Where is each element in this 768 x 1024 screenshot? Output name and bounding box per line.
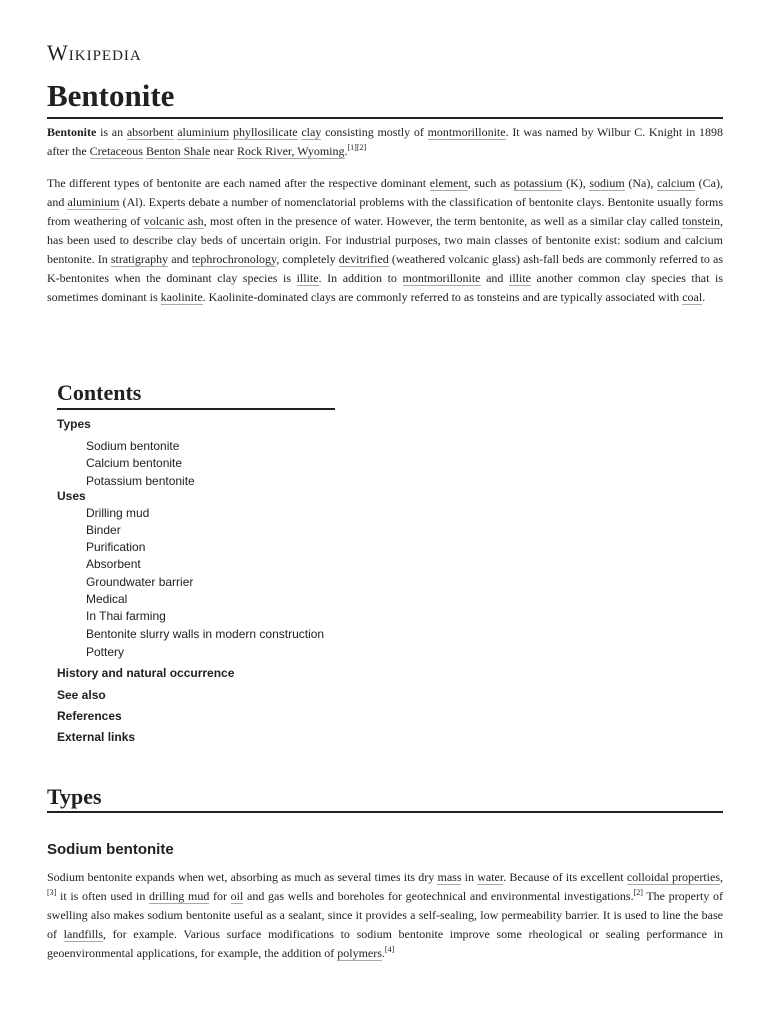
toc-item[interactable]: References: [57, 709, 122, 723]
text: (Na),: [624, 176, 658, 190]
link-tonstein[interactable]: tonstein: [682, 214, 720, 228]
text: (Ca), and: [47, 176, 723, 209]
toc-item[interactable]: Purification: [86, 540, 146, 554]
link-benton-shale[interactable]: Benton Shale: [145, 144, 211, 158]
link-tephrochronology[interactable]: tephrochronology: [191, 252, 277, 266]
toc-item[interactable]: History and natural occurrence: [57, 666, 235, 680]
link-potassium[interactable]: potassium: [513, 176, 563, 190]
bold-term: Bentonite: [47, 125, 97, 139]
toc-item[interactable]: Bentonite slurry walls in modern construction: [86, 627, 325, 641]
text: and gas wells and boreholes for geotechnical and environmental investigations.: [243, 889, 634, 903]
link-rock-river[interactable]: Rock River, Wyoming: [236, 144, 345, 158]
link-stratigraphy[interactable]: stratigraphy: [110, 252, 169, 266]
reference-link[interactable]: [2]: [633, 888, 643, 897]
link-aluminium[interactable]: aluminium: [177, 125, 230, 139]
link-kaolinite[interactable]: kaolinite: [160, 290, 203, 304]
reference-link[interactable]: [1][2]: [347, 143, 367, 152]
link-oil[interactable]: oil: [230, 889, 244, 903]
text: for: [209, 889, 231, 903]
toc-item[interactable]: Pottery: [86, 645, 125, 659]
link-clay[interactable]: clay: [301, 125, 322, 139]
toc-item[interactable]: Binder: [86, 523, 121, 537]
link-montmorillonite[interactable]: montmorillonite: [402, 271, 481, 285]
toc-item[interactable]: External links: [57, 730, 136, 744]
toc-item[interactable]: Uses: [57, 489, 86, 503]
reference-link[interactable]: [3]: [47, 888, 57, 897]
toc-item[interactable]: Drilling mud: [86, 506, 150, 520]
link-devitrified[interactable]: devitrified: [338, 252, 389, 266]
text: The property of swelling also makes sodium bentonite useful as a sealant, since it provides a self-sealing, low permeability barrier. It is used to line the base of: [47, 889, 723, 941]
toc-item[interactable]: Types: [57, 417, 91, 431]
toc-item[interactable]: Calcium bentonite: [86, 456, 183, 470]
link-mass[interactable]: mass: [437, 870, 462, 884]
text: consisting mostly of: [321, 125, 428, 139]
toc-item[interactable]: Potassium bentonite: [86, 474, 195, 488]
link-montmorillonite[interactable]: montmorillonite: [427, 125, 506, 139]
text: . Kaolinite-dominated clays are commonly referred to as tonsteins and are typically associated with: [202, 290, 683, 304]
text: is an: [96, 125, 127, 139]
text: (weathered volcanic glass) ash-fall beds are commonly referred to as K-bentonites when the dominant clay species is: [47, 252, 723, 285]
link-absorbent[interactable]: absorbent: [126, 125, 174, 139]
link-calcium[interactable]: calcium: [657, 176, 696, 190]
text: .: [344, 144, 348, 158]
link-landfills[interactable]: landfills: [63, 927, 103, 941]
page-title: Bentonite: [47, 76, 723, 119]
text: it is often used in: [56, 889, 149, 903]
text: , completely: [276, 252, 339, 266]
link-cretaceous[interactable]: Cretaceous: [89, 144, 143, 158]
text: . In addition to: [318, 271, 403, 285]
link-illite[interactable]: illite: [296, 271, 319, 285]
toc-item[interactable]: Sodium bentonite: [86, 439, 180, 453]
link-polymers[interactable]: polymers: [337, 946, 382, 960]
link-volcanic-ash[interactable]: volcanic ash: [143, 214, 204, 228]
text: and: [480, 271, 509, 285]
subsection-heading-sodium-bentonite: Sodium bentonite: [47, 841, 174, 858]
link-coal[interactable]: coal: [682, 290, 703, 304]
text: .: [702, 290, 706, 304]
toc-item[interactable]: In Thai farming: [86, 609, 166, 623]
text: (Al). Experts debate a number of nomenclatorial problems with the classification of bentonite clays. Bentonite usually forms from weathering of: [47, 195, 724, 228]
toc-title: Contents: [57, 378, 335, 410]
text: in: [461, 870, 478, 884]
text: , has been used to describe clay beds of uncertain origin. For industrial purposes, two main classes of bentonite exist: sodium and calcium bentonite. In: [47, 214, 723, 266]
link-aluminium[interactable]: aluminium: [67, 195, 120, 209]
reference-link[interactable]: [4]: [384, 945, 395, 954]
link-phyllosilicate[interactable]: phyllosilicate: [232, 125, 298, 139]
toc-item[interactable]: Groundwater barrier: [86, 575, 194, 589]
link-element[interactable]: element: [429, 176, 468, 190]
text: . Because of its excellent: [503, 870, 627, 884]
classification-paragraph: [47, 174, 723, 307]
text: The different types of bentonite are each named after the respective dominant: [47, 176, 430, 190]
text: near: [210, 144, 237, 158]
text: another common clay species that is sometimes dominant is: [47, 271, 723, 304]
text: ,: [720, 870, 723, 884]
text: and: [168, 252, 192, 266]
text: Sodium bentonite expands when wet, absorbing as much as several times its dry: [47, 870, 438, 884]
link-colloidal[interactable]: colloidal properties: [626, 870, 720, 884]
text: , for example. Various surface modifications to sodium bentonite improve some rheological or sealing performance in geoenvironmental applications, for example, the addition of: [47, 927, 723, 960]
link-drilling-mud[interactable]: drilling mud: [149, 889, 210, 903]
wikipedia-logo[interactable]: Wikipedia: [47, 40, 142, 65]
text: .: [381, 946, 385, 960]
link-illite[interactable]: illite: [508, 271, 531, 285]
link-sodium[interactable]: sodium: [589, 176, 625, 190]
link-water[interactable]: water: [477, 870, 504, 884]
section-heading-types: Types: [47, 783, 723, 813]
text: , such as: [467, 176, 514, 190]
table-of-contents: [57, 378, 337, 744]
text: . It was named by Wilbur C. Knight in 1898 after the: [47, 125, 724, 158]
toc-item[interactable]: See also: [57, 688, 106, 702]
sodium-bentonite-paragraph: [47, 868, 723, 963]
text: (K),: [562, 176, 590, 190]
intro-paragraph: [47, 123, 723, 161]
toc-item[interactable]: Absorbent: [86, 557, 141, 571]
text: , most often in the presence of water. However, the term bentonite, as well as a similar clay called: [203, 214, 682, 228]
toc-item[interactable]: Medical: [86, 592, 128, 606]
